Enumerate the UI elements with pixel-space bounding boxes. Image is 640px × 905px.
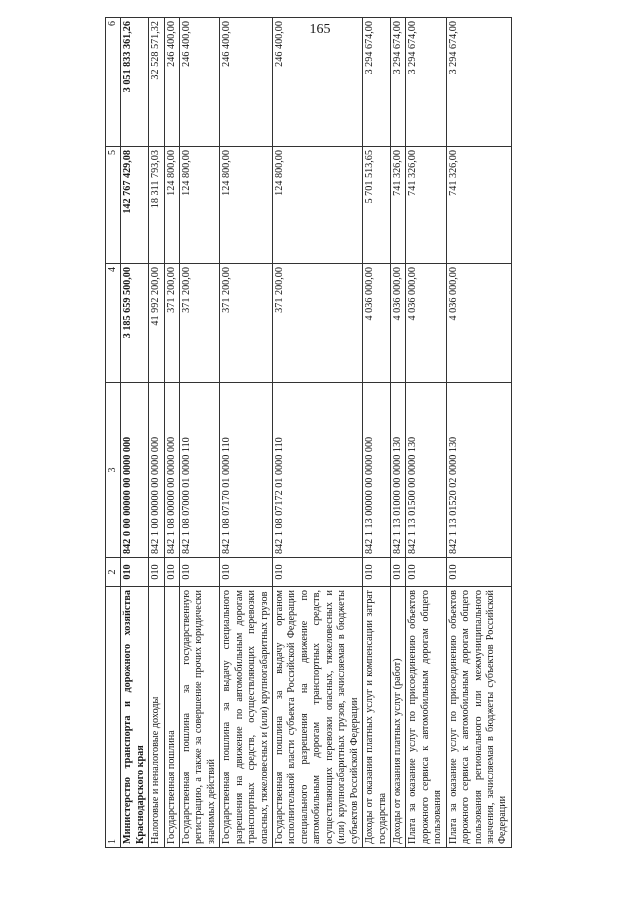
row-name: Доходы от оказания платных услуг и компенсации затрат государства [363,587,391,848]
row-value-col5: 5 701 513,65 [363,147,391,264]
row-code: 010 [179,558,219,587]
row-value-col4: 371 200,00 [164,264,179,383]
row-name: Налоговые и неналоговые доходы [149,587,164,848]
row-name: Министерство транспорта и дорожного хозяйства Краснодарского края [121,587,149,848]
row-value-col5: 124 800,00 [220,147,273,264]
row-value-col5: 142 767 429,08 [121,147,149,264]
row-kbk: 842 1 08 00000 00 0000 000 [164,383,179,558]
row-name: Плата за оказание услуг по присоединению объектов дорожного сервиса к автомобильным дорогам общего пользования регионального или межмуниципального значения, зачисляемая в бюджеты субъектов Российской Федерации [446,587,511,848]
row-name: Доходы от оказания платных услуг (работ) [390,587,405,848]
row-value-col4: 4 036 000,00 [363,264,391,383]
row-value-col5: 124 800,00 [273,147,363,264]
table-row [164,18,179,848]
row-code: 010 [390,558,405,587]
header-col-4: 4 [106,264,121,383]
row-name: Государственная пошлина за выдачу специального разрешения на движение по автомобильным дорогам транспортных средств, осуществляющих перевозки опасных, тяжеловесных и (или) крупногабаритных грузов [220,587,273,848]
row-code: 010 [164,558,179,587]
row-name: Плата за оказание услуг по присоединению объектов дорожного сервиса к автомобильным дорогам общего пользования [406,587,446,848]
table-header-row [106,18,121,848]
row-kbk: 842 1 08 07170 01 0000 110 [220,383,273,558]
row-value-col4: 371 200,00 [273,264,363,383]
row-value-col6: 32 528 571,32 [149,18,164,147]
row-value-col4: 371 200,00 [220,264,273,383]
row-value-col5: 18 311 793,03 [149,147,164,264]
page-number: 165 [309,22,331,37]
row-kbk: 842 1 13 01520 02 0000 130 [446,383,511,558]
table-row [363,18,391,848]
table-body [121,18,512,848]
row-value-col6: 3 294 674,00 [446,18,511,147]
row-value-col6: 246 400,00 [273,18,363,147]
row-value-col6: 3 294 674,00 [363,18,391,147]
header-col-2: 2 [106,558,121,587]
header-col-6: 6 [106,18,121,147]
row-kbk: 842 1 00 00000 00 0000 000 [149,383,164,558]
row-kbk: 842 1 13 01500 00 0000 130 [406,383,446,558]
row-kbk: 842 0 00 00000 00 0000 000 [121,383,149,558]
row-value-col6: 246 400,00 [220,18,273,147]
table-row [121,18,149,848]
row-value-col5: 741 326,00 [446,147,511,264]
row-value-col4: 3 185 659 500,00 [121,264,149,383]
header-col-3: 3 [106,383,121,558]
row-kbk: 842 1 08 07172 01 0000 110 [273,383,363,558]
row-value-col6: 3 294 674,00 [406,18,446,147]
row-value-col4: 41 992 200,00 [149,264,164,383]
row-name: Государственная пошлина [164,587,179,848]
table-row [220,18,273,848]
row-value-col4: 4 036 000,00 [390,264,405,383]
row-value-col5: 124 800,00 [179,147,219,264]
row-name: Государственная пошлина за государственную регистрацию, а также за совершение прочих юридически значимых действий [179,587,219,848]
table-row [273,18,363,848]
row-code: 010 [273,558,363,587]
header-col-5: 5 [106,147,121,264]
row-value-col5: 124 800,00 [164,147,179,264]
row-value-col5: 741 326,00 [390,147,405,264]
row-value-col4: 371 200,00 [179,264,219,383]
table-row [446,18,511,848]
row-code: 010 [406,558,446,587]
row-name: Государственная пошлина за выдачу органом исполнительной власти субъекта Российской Федерации специального разрешения на движение по автомобильным дорогам транспортных средств, осуществляющих перевозки опасных, тяжеловесных и (или) крупногабаритных грузов, зачисляемая в бюджеты субъектов Российской Федерации [273,587,363,848]
row-kbk: 842 1 13 01000 00 0000 130 [390,383,405,558]
table-row [406,18,446,848]
table-row [179,18,219,848]
row-value-col4: 4 036 000,00 [406,264,446,383]
row-value-col6: 246 400,00 [179,18,219,147]
row-code: 010 [363,558,391,587]
row-value-col5: 741 326,00 [406,147,446,264]
row-value-col6: 246 400,00 [164,18,179,147]
row-code: 010 [220,558,273,587]
table-row [390,18,405,848]
row-code: 010 [121,558,149,587]
row-kbk: 842 1 08 07000 01 0000 110 [179,383,219,558]
row-value-col6: 3 294 674,00 [390,18,405,147]
row-value-col6: 3 051 833 361,26 [121,18,149,147]
header-col-1: 1 [106,587,121,848]
row-code: 010 [149,558,164,587]
row-code: 010 [446,558,511,587]
revenue-table [105,17,512,848]
row-value-col4: 4 036 000,00 [446,264,511,383]
table-row [149,18,164,848]
row-kbk: 842 1 13 00000 00 0000 000 [363,383,391,558]
